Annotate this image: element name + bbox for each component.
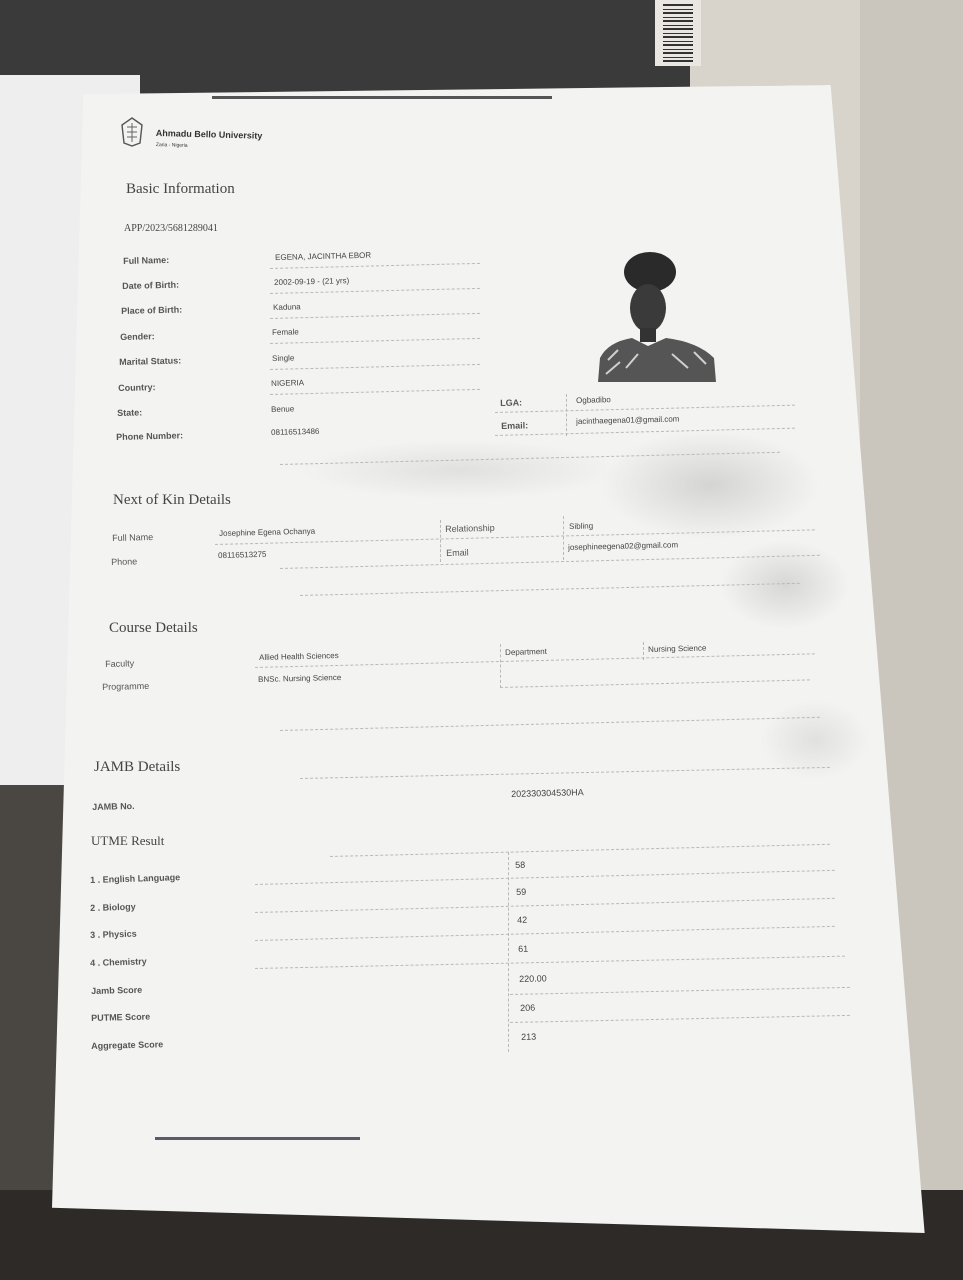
aggregate-score-label: Aggregate Score [91,1039,164,1051]
gender-value: Female [272,327,299,337]
jamb-no-value: 202330304530HA [511,787,584,799]
state-value: Benue [271,404,295,414]
basic-info-heading: Basic Information [126,181,235,197]
column-divider [563,516,564,560]
page-top-rule [212,96,552,99]
lga-label: LGA: [500,397,523,408]
course-details-heading: Course Details [109,620,198,636]
utme-result-heading: UTME Result [91,833,165,848]
application-number: APP/2023/5681289041 [124,223,218,234]
column-divider [440,520,441,562]
nok-phone-value: 08116513275 [218,549,267,560]
department-value: Nursing Science [648,643,707,654]
column-divider [643,642,644,660]
dob-label: Date of Birth: [122,279,180,291]
putme-score-value: 206 [520,1002,536,1013]
toner-smudge [300,440,620,500]
nok-full-name-label: Full Name [112,531,154,543]
subject-2-label: 2 . Biology [90,901,136,913]
barcode-sticker [655,0,701,66]
subject-3-label: 3 . Physics [90,928,137,940]
marital-status-label: Marital Status: [119,355,182,367]
marital-status-value: Single [272,353,295,363]
column-divider [508,852,509,1052]
lga-value: Ogbadibo [576,395,611,405]
putme-score-label: PUTME Score [91,1011,151,1023]
subject-3-score: 42 [517,914,528,925]
programme-value: BNSc. Nursing Science [258,672,342,684]
jamb-score-label: Jamb Score [91,984,143,996]
phone-label: Phone Number: [116,430,184,442]
nok-email-value: josephineegena02@gmail.com [568,540,679,552]
email-value: jacinthaegena01@gmail.com [576,414,680,426]
nok-email-label: Email [446,547,469,558]
state-label: State: [117,407,143,418]
dob-value: 2002-09-19 - (21 yrs) [274,276,350,287]
nok-relationship-label: Relationship [445,522,495,534]
university-crest-icon [120,117,144,147]
jamb-details-heading: JAMB Details [94,759,181,775]
programme-label: Programme [102,680,150,692]
aggregate-score-value: 213 [521,1031,537,1042]
email-label: Email: [501,420,529,431]
column-divider [500,644,501,688]
subject-4-label: 4 . Chemistry [90,956,147,968]
next-of-kin-heading: Next of Kin Details [113,492,231,508]
subject-4-score: 61 [518,943,529,954]
full-name-label: Full Name: [123,254,170,266]
faculty-value: Allied Health Sciences [259,651,339,662]
subject-1-label: 1 . English Language [90,872,181,885]
jamb-no-label: JAMB No. [92,800,135,812]
university-name: Ahmadu Bello University [155,128,263,141]
jamb-score-value: 220.00 [519,973,547,984]
applicant-photo [598,250,716,382]
subject-1-score: 58 [515,859,526,870]
column-divider [566,394,567,436]
subject-2-score: 59 [516,886,527,897]
nok-full-name-value: Josephine Egena Ochanya [219,526,316,538]
toner-smudge [600,430,820,540]
country-value: NIGERIA [271,378,305,388]
page-bottom-rule [155,1137,360,1140]
faculty-label: Faculty [105,658,135,669]
phone-value: 08116513486 [271,426,320,437]
nok-phone-label: Phone [111,556,138,567]
full-name-value: EGENA, JACINTHA EBOR [275,250,372,262]
country-label: Country: [118,382,156,393]
department-label: Department [505,646,548,657]
pob-label: Place of Birth: [121,304,183,316]
nok-relationship-value: Sibling [569,521,594,531]
pob-value: Kaduna [273,302,301,312]
gender-label: Gender: [120,331,155,342]
university-subtitle: Zaria - Nigeria [155,142,188,149]
